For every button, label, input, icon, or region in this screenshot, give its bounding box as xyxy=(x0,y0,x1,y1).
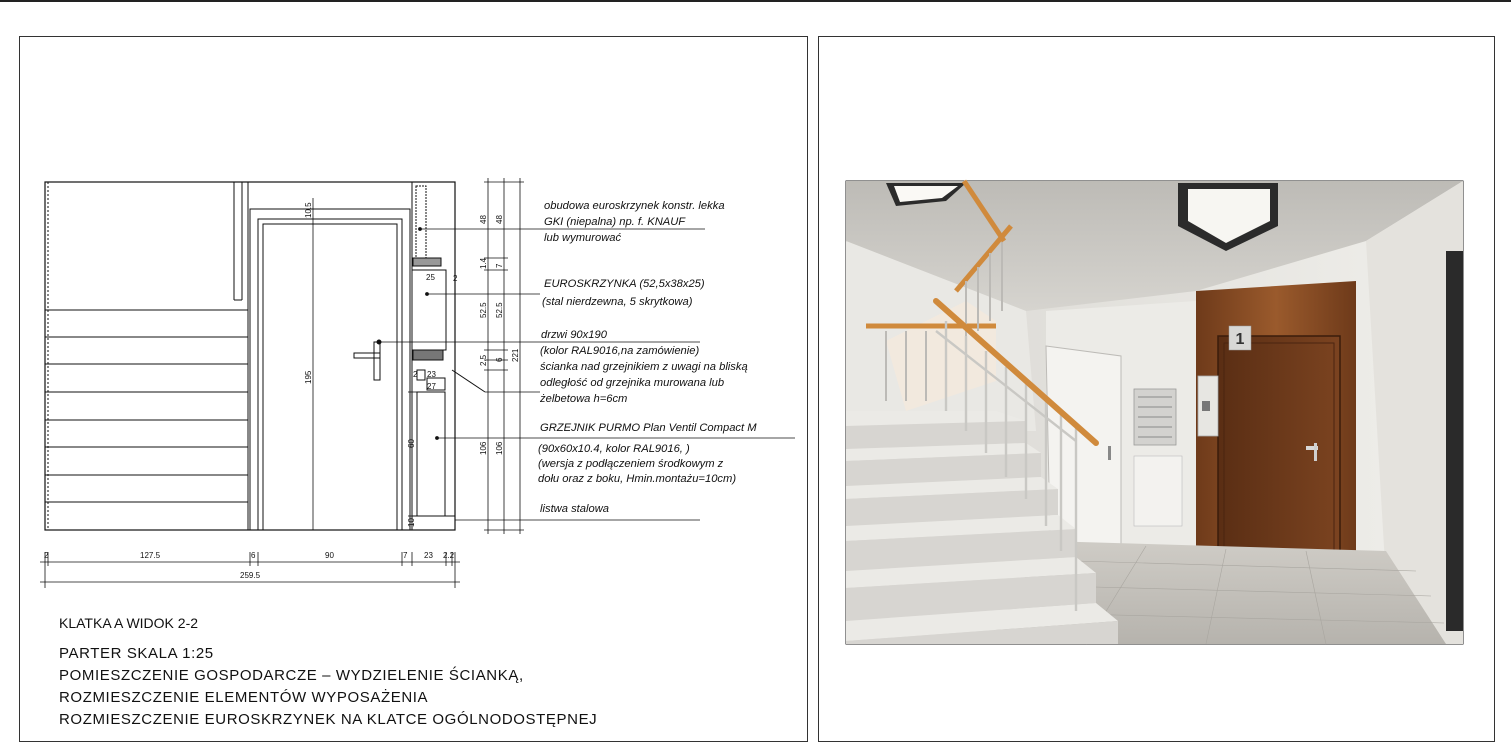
annotation-door-1: drzwi 90x190 xyxy=(541,329,607,341)
dim-bottom-6: 6 xyxy=(251,551,256,560)
right-door-edge xyxy=(1446,251,1463,631)
horizontal-dimension-lines xyxy=(40,552,460,588)
dim-v-10: 10 xyxy=(407,518,416,527)
dim-v-2-5: 2.5 xyxy=(479,354,488,366)
annotation-wall-2: odległość od grzejnika murowana lub xyxy=(540,377,725,389)
dim-v-106a: 106 xyxy=(479,441,488,455)
annotation-mailbox-2: (stal nierdzewna, 5 skrytkowa) xyxy=(542,296,693,308)
staircase-render xyxy=(819,37,1494,741)
dim-h-2b: 2 xyxy=(413,370,418,379)
radiator xyxy=(1134,456,1182,526)
housing-base xyxy=(413,258,441,266)
dim-bottom-2-2: 2.2 xyxy=(443,551,455,560)
dim-v-1-4: 1.4 xyxy=(479,257,488,269)
wall-above-radiator xyxy=(413,350,443,360)
dim-v-48b: 48 xyxy=(495,215,504,224)
drawing-title: KLATKA A WIDOK 2-2 xyxy=(59,615,199,631)
door-opening xyxy=(250,209,410,530)
annotation-radiator-3: (wersja z podłączeniem środkowym z xyxy=(538,458,724,470)
annotation-radiator-2: (90x60x10.4, kolor RAL9016, ) xyxy=(538,443,690,455)
dim-bottom-23: 23 xyxy=(424,551,433,560)
eurobox-mailbox xyxy=(412,270,446,350)
door-leaf xyxy=(263,224,397,530)
annotation-wall-1: ścianka nad grzejnikiem z uwagi na bliską xyxy=(540,361,748,373)
dim-v-52-5a: 52.5 xyxy=(479,302,488,318)
dim-v-60: 60 xyxy=(407,439,416,448)
dim-door-top: 10.5 xyxy=(304,202,313,218)
door-handle-plate xyxy=(374,342,380,380)
drawing-subtitle-room: POMIESZCZENIE GOSPODARCZE – WYDZIELENIE ŚCIANKĄ, xyxy=(59,667,524,684)
dim-h-25: 25 xyxy=(426,273,435,282)
dim-v-221: 221 xyxy=(511,348,520,362)
steel-strip xyxy=(412,516,455,530)
top-border-line xyxy=(0,0,1511,2)
elevation-drawing xyxy=(20,37,807,741)
dim-v-52-5b: 52.5 xyxy=(495,302,504,318)
annotation-wall-3: żelbetowa h=6cm xyxy=(540,393,628,405)
dim-v-48a: 48 xyxy=(479,215,488,224)
annotation-radiator-4: dołu oraz z boku, Hmin.montażu=10cm) xyxy=(538,473,737,485)
dim-h-2: 2 xyxy=(453,274,458,283)
annotation-strip: listwa stalowa xyxy=(540,503,610,515)
dim-door-height: 195 xyxy=(304,370,313,384)
dim-bottom-90: 90 xyxy=(325,551,334,560)
dim-h-27: 27 xyxy=(427,382,436,391)
radiator xyxy=(417,392,445,516)
dim-total: 259.5 xyxy=(240,571,261,580)
annotation-housing-3: lub wymurować xyxy=(544,232,622,244)
annotation-door-2: (kolor RAL9016,na zamówienie) xyxy=(540,345,700,357)
interior-render-panel xyxy=(818,36,1495,742)
dim-v-7: 7 xyxy=(495,263,504,268)
drawing-subtitle-scale: PARTER SKALA 1:25 xyxy=(59,645,214,662)
annotation-mailbox-1: EUROSKRZYNKA (52,5x38x25) xyxy=(544,278,705,290)
drawing-subtitle-equipment: ROZMIESZCZENIE ELEMENTÓW WYPOSAŻENIA xyxy=(59,689,429,706)
dim-v-106b: 106 xyxy=(495,441,504,455)
door-number: 1 xyxy=(1235,331,1245,348)
dim-bottom-127: 127.5 xyxy=(140,551,161,560)
gki-housing xyxy=(416,186,426,258)
dim-bottom-2: 2 xyxy=(44,551,49,560)
annotation-housing-1: obudowa euroskrzynek konstr. lekka xyxy=(544,200,725,212)
drawing-subtitle-mailboxes: ROZMIESZCZENIE EUROSKRZYNEK NA KLATCE OGÓLNODOSTĘPNEJ xyxy=(59,711,598,728)
dim-v-6: 6 xyxy=(495,357,504,362)
dim-h-23: 23 xyxy=(427,370,436,379)
door-handle xyxy=(354,353,380,358)
annotation-radiator-1: GRZEJNIK PURMO Plan Ventil Compact M xyxy=(540,422,757,434)
annotation-housing-2: GKI (niepalna) np. f. KNAUF xyxy=(544,216,686,228)
technical-drawing-panel xyxy=(19,36,808,742)
dim-bottom-7: 7 xyxy=(403,551,408,560)
stair-steps xyxy=(45,337,248,502)
